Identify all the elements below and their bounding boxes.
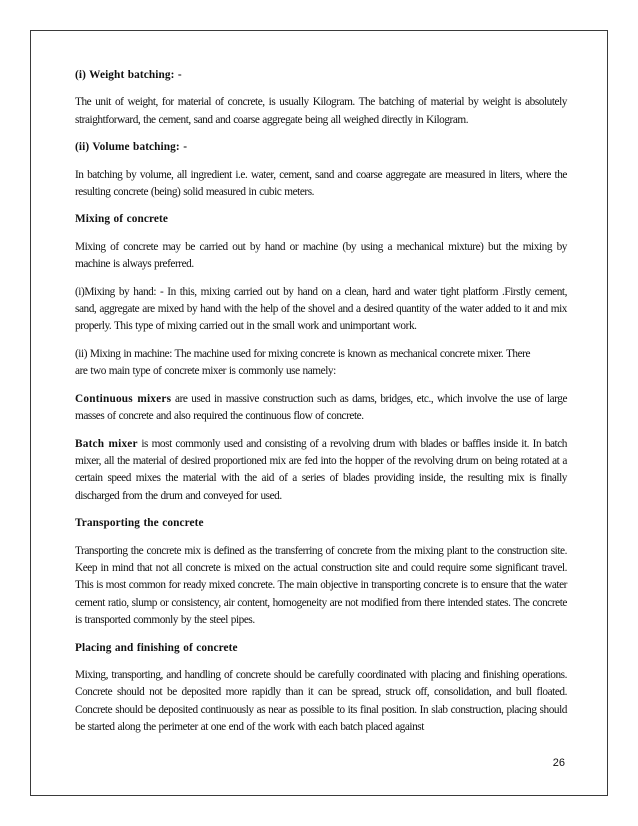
placing-heading: Placing and finishing of concrete: [75, 641, 238, 654]
weight-batching-paragraph: The unit of weight, for material of concrete, is usually Kilogram. The batching of material by weight is absolutely straightforward, the cement, sand and coarse aggregate being all weighed directly in Kilogram.: [75, 96, 567, 126]
batch-mixer-paragraph: [75, 436, 567, 506]
document-body: [75, 67, 567, 747]
continuous-mixers-paragraph: [75, 391, 567, 426]
machine-mixing-line-2: are two main type of concrete mixer is commonly use namely:: [75, 365, 336, 378]
hand-mixing-paragraph: (i)Mixing by hand: - In this, mixing carried out by hand on a clean, hard and water tight platform .Firstly cement, sand, aggregate are mixed by hand with the help of the shovel and a desired quantity of the water added to it and mix properly. This type of mixing carried out in the small work and unimportant work.: [75, 285, 567, 333]
volume-batching-paragraph: In batching by volume, all ingredient i.e. water, cement, sand and coarse aggregate are measured in liters, where the resulting concrete (being) solid measured in cubic meters.: [75, 168, 567, 199]
volume-batching-heading: (ii) Volume batching: -: [75, 141, 188, 154]
placing-paragraph: Mixing, transporting, and handling of concrete should be carefully coordinated with placing and finishing operations. Concrete should not be deposited more rapidly than it can be spread, struck off, consolidation, and bull floated. Concrete should be deposited continuously as near as possible to its final position. In slab construction, placing should be started along the perimeter at one end of the work with each batch placed against: [75, 668, 567, 734]
machine-mixing-paragraph: [75, 346, 567, 381]
batch-mixer-text: is most commonly used and consisting of a revolving drum with blades or baffles inside it. In batch mixer, all the material of desired proportioned mix are fed into the hopper of the revolving drum on being rotated at a certain speed mixes the material with the aid of a series of blades providing inside, the resulting mix is finally discharged from the drum and conveyed for used.: [75, 437, 567, 502]
page-number: 26: [552, 757, 565, 769]
transporting-paragraph: Transporting the concrete mix is defined as the transferring of concrete from the mixing plant to the construction site. Keep in mind that not all concrete is mixed on the actual construction site and could require some significant travel. This is most common for ready mixed concrete. The main objective in transporting concrete is to ensure that the water cement ratio, slump or consistency, air content, homogeneity are not modified from there intended states. The concrete is transported commonly by the steel pipes.: [75, 544, 567, 627]
continuous-mixers-term: Continuous mixers: [75, 392, 172, 405]
batch-mixer-term: Batch mixer: [75, 437, 138, 450]
continuous-mixers-text: are used in massive construction such as dams, bridges, etc., which involve the use of large masses of concrete and also required the continuous flow of concrete.: [75, 392, 568, 423]
weight-batching-heading: (i) Weight batching: -: [75, 69, 182, 81]
mixing-paragraph: Mixing of concrete may be carried out by hand or machine (by using a mechanical mixture) but the mixing by machine is always preferred.: [75, 240, 567, 271]
mixing-heading: Mixing of concrete: [75, 213, 168, 226]
transporting-heading: Transporting the concrete: [75, 517, 204, 530]
machine-mixing-line-1: (ii) Mixing in machine: The machine used for mixing concrete is known as mechanical concrete mixer. There: [75, 347, 531, 360]
